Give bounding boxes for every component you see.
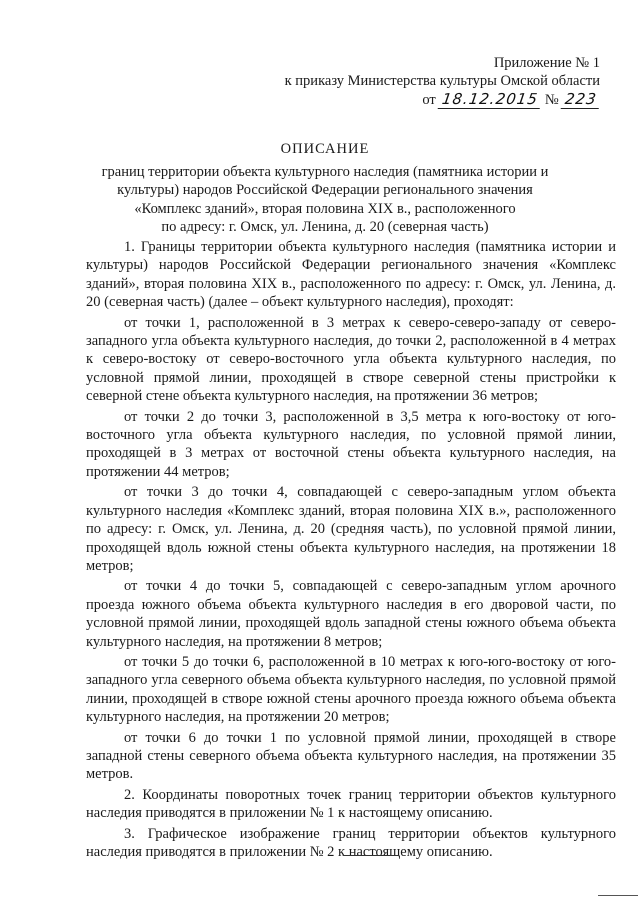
corner-mark xyxy=(598,895,638,896)
handwritten-number: 223 xyxy=(561,90,601,109)
appendix-label: Приложение № 1 xyxy=(493,55,600,71)
order-date-line xyxy=(240,90,600,109)
paragraph-point-6: от точки 6 до точки 1 по условной прямой линии, проходящей в створе западной стены северного объема объекта культурного наследия, на протяжении 35 метров. xyxy=(86,729,616,783)
title-line-3: «Комплекс зданий», вторая половина XIX в., расположенного xyxy=(134,200,516,217)
number-sign: № xyxy=(544,92,559,108)
paragraph-point-1: от точки 1, расположенной в 3 метрах к северо-северо-западу от северо-западного угла объекта культурного наследия, до точки 2, расположенной в 4 метрах к северо-востоку от северо-восточного угла объекта культурного наследия, по условной прямой линии, проходящей в створе северной стены пристройки к северной стене объекта культурного наследия, на протяжении 36 метров; xyxy=(86,314,616,405)
title-main: ОПИСАНИЕ xyxy=(280,141,370,157)
title-line-2: культуры) народов Российской Федерации регионального значения xyxy=(117,182,533,198)
handwritten-date: 18.12.2015 xyxy=(438,90,543,109)
appendix-header xyxy=(240,54,600,109)
date-prefix: от xyxy=(422,92,436,108)
document-title xyxy=(60,140,590,237)
title-line-1: границ территории объекта культурного наследия (памятника истории и xyxy=(101,163,549,180)
paragraph-point-4: от точки 4 до точки 5, совпадающей с северо-западным углом арочного проезда южного объема объекта культурного наследия в его дворовой части, по условной прямой линии, проходящей вдоль западной стены южного объема объекта культурного наследия, на протяжении 8 метров; xyxy=(86,578,616,650)
paragraph-2: 2. Координаты поворотных точек границ территории объектов культурного наследия приводятся в приложении № 1 к настоящему описанию. xyxy=(86,786,616,822)
paragraph-point-5: от точки 5 до точки 6, расположенной в 10 метрах к юго-юго-востоку от юго-западного угла северного объема объекта культурного наследия, по условной прямой линии, проходящей в створе южной стены арочного проезда южного объема объекта культурного наследия, на протяжении 20 метров; xyxy=(86,653,616,726)
order-reference: к приказу Министерства культуры Омской области xyxy=(284,73,600,89)
paragraph-point-3: от точки 3 до точки 4, совпадающей с северо-западным углом объекта культурного наследия «Комплекс зданий, вторая половина XIX в.», расположенного по адресу: г. Омск, ул. Ленина, д. 20 (средняя часть), по условной прямой линии, проходящей вдоль южной стены объекта культурного наследия, на протяжении 18 метров; xyxy=(86,484,616,574)
paragraph-1: 1. Границы территории объекта культурного наследия (памятника истории и культуры) народов Российской Федерации регионального значения «Комплекс зданий», вторая половина XIX в., расположенного по адресу: г. Омск, ул. Ленина, д. 20 (северная часть) (далее – объект культурного наследия), проходят: xyxy=(86,239,616,311)
paragraph-point-2: от точки 2 до точки 3, расположенной в 3,5 метра к юго-востоку от юго-восточного угла объекта культурного наследия, по условной прямой линии, проходящей в 3 метрах от восточной стены объекта культурного наследия, на протяжении 44 метров; xyxy=(86,408,616,480)
end-divider xyxy=(343,855,399,856)
title-line-4: по адресу: г. Омск, ул. Ленина, д. 20 (северная часть) xyxy=(161,219,489,235)
paragraph-3: 3. Графическое изображение границ территории объектов культурного наследия приводятся в приложении № 2 к настоящему описанию. xyxy=(86,825,616,860)
document-body xyxy=(86,238,616,861)
